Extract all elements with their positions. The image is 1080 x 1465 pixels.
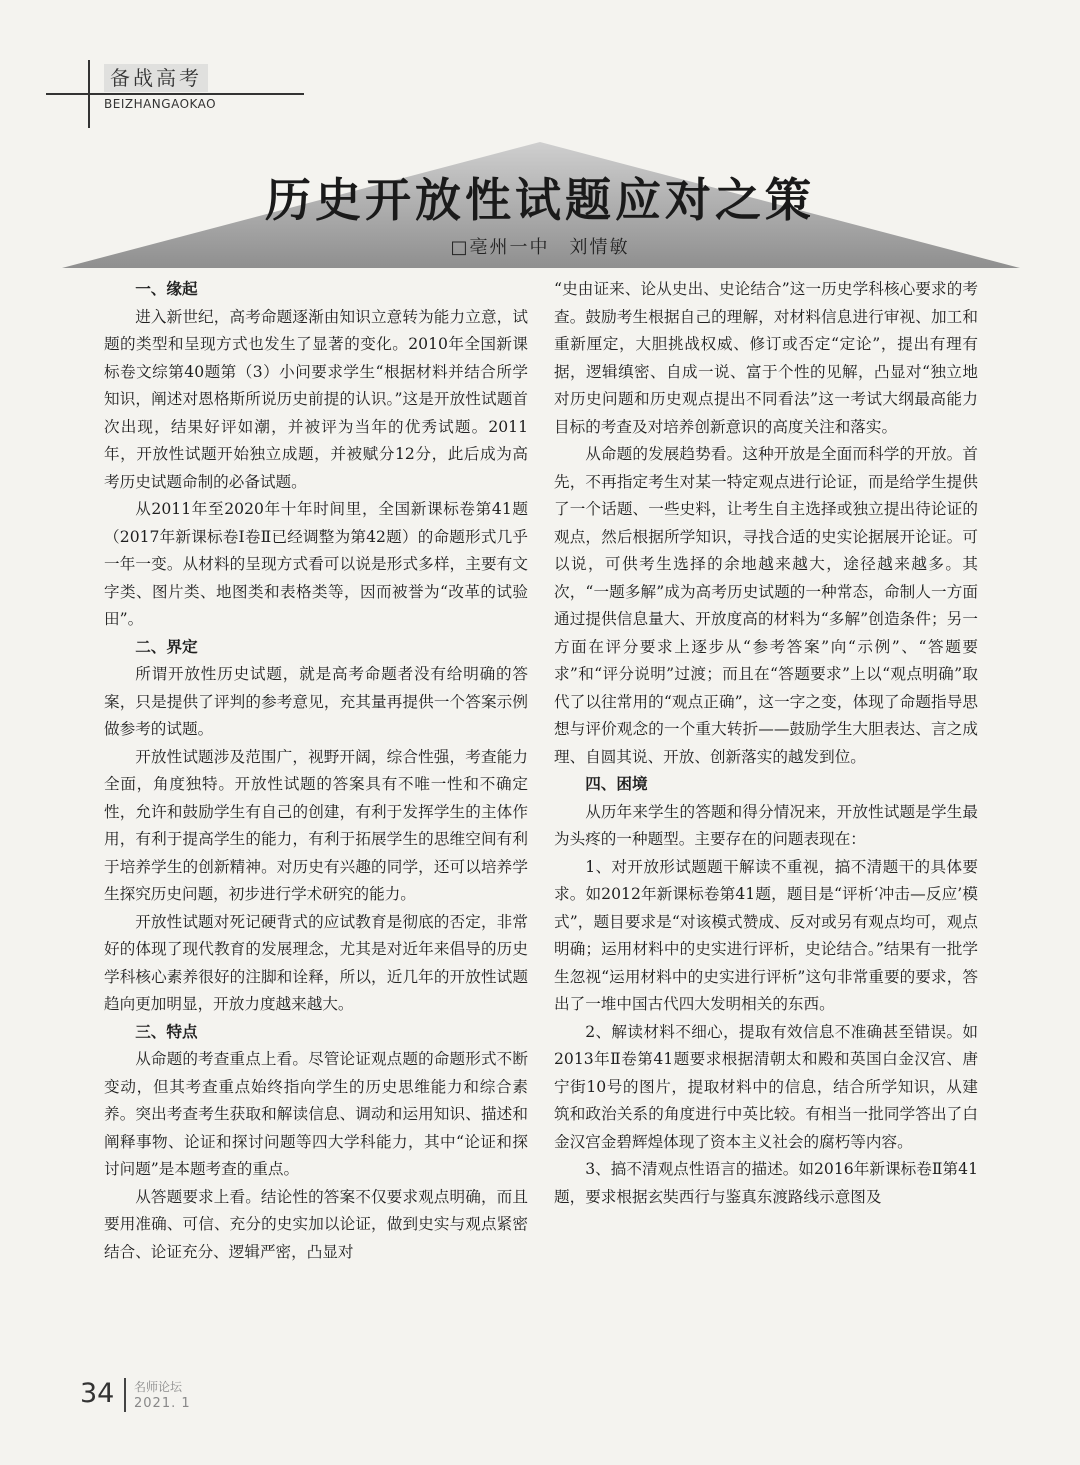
section-heading: 四、困境 bbox=[585, 775, 648, 793]
paragraph: 开放性试题涉及范围广，视野开阔，综合性强，考查能力全面，角度独特。开放性试题的答案具有不唯一性和不确定性，允许和鼓励学生有自己的创建，有利于发挥学生的主体作用，有利于提高学生的能力，有利于拓展学生的思维空间有利于培养学生的创新精神。对历史有兴趣的同学，还可以培养学生探究历史问题，初步进行学术研究的能力。 bbox=[104, 747, 528, 903]
paragraph: 从答题要求上看。结论性的答案不仅要求观点明确，而且要用准确、可信、充分的史实加以论证，做到史实与观点紧密结合、论证充分、逻辑严密，凸显对 bbox=[104, 1187, 528, 1261]
paragraph: 从命题的发展趋势看。这种开放是全面而科学的开放。首先，不再指定考生对某一特定观点进行论证，而是给学生提供了一个话题、一些史料，让考生自主选择或独立提出待论证的观点，然后根据所学知识，寻找合适的史实论据展开论证。可以说，可供考生选择的余地越来越大，途径越来越多。其次，“一题多解”成为高考历史试题的一种常态，命制人一方面通过提供信息量大、开放度高的材料为“多解”创造条件；另一方面在评分要求上逐步从“参考答案”向“示例”、“答题要求”和“评分说明”过渡；而且在“答题要求”上以“观点明确”取代了以往常用的“观点正确”，这一字之变，体现了命题指导思想与评价观念的一个重大转折——鼓励学生大胆表达、言之成理、自圆其说、开放、创新落实的越发到位。 bbox=[554, 445, 978, 766]
left-column bbox=[104, 276, 528, 1366]
section-header bbox=[0, 0, 1080, 140]
paragraph: “史由证来、论从史出、史论结合”这一历史学科核心要求的考查。鼓励考生根据自己的理解，对材料信息进行审视、加工和重新厘定，大胆挑战权威、修订或否定“定论”，提出有理有据，逻辑缜密、自成一说、富于个性的见解，凸显对“独立地对历史问题和历史观点提出不同看法”这一考试大纲最高能力目标的考查及对培养创新意识的高度关注和落实。 bbox=[554, 280, 978, 436]
section-heading: 二、界定 bbox=[135, 637, 198, 656]
paragraph: 从历年来学生的答题和得分情况来，开放性试题是学生最为头疼的一种题型。主要存在的问题表现在： bbox=[554, 802, 978, 848]
paragraph: 开放性试题对死记硬背式的应试教育是彻底的否定，非常好的体现了现代教育的发展理念，尤其是对近年来倡导的历史学科核心素养很好的注脚和诠释，所以，近几年的开放性试题趋向更加明显，开放力度越来越大。 bbox=[104, 912, 528, 1013]
article-title: 历史开放性试题应对之策 bbox=[265, 173, 815, 227]
paragraph: 2、解读材料不细心，提取有效信息不准确甚至错误。如2013年Ⅱ卷第41题要求根据清朝太和殿和英国白金汉宫、唐宁街10号的图片，提取材料中的信息，结合所学知识，从建筑和政治关系的角度进行中英比较。有相当一批同学答出了白金汉宫金碧辉煌体现了资本主义社会的腐朽等内容。 bbox=[554, 1022, 978, 1151]
paragraph: 进入新世纪，高考命题逐渐由知识立意转为能力立意，试题的类型和呈现方式也发生了显著的变化。2010年全国新课标卷文综第40题第（3）小问要求学生“根据材料并结合所学知识，阐述对恩格斯所说历史前提的认识。”这是开放性试题首次出现，结果好评如潮，并被评为当年的优秀试题。2011年，开放性试题开始独立成题，并被赋分12分，此后成为高考历史试题命制的必备试题。 bbox=[104, 307, 528, 491]
section-heading: 三、特点 bbox=[135, 1022, 198, 1041]
section-pinyin: BEIZHANGAOKAO bbox=[104, 97, 217, 111]
paragraph: 1、对开放形试题题干解读不重视，搞不清题干的具体要求。如2012年新课标卷第41题，题目是“评析‘冲击—反应’模式”，题目要求是“对该模式赞成、反对或另有观点均可，观点明确；运用材料中的史实进行评析，史论结合。”结果有一批学生忽视“运用材料中的史实进行评析”这句非常重要的要求，答出了一堆中国古代四大发明相关的东西。 bbox=[554, 857, 978, 1013]
page-footer bbox=[0, 1370, 1080, 1430]
paragraph: 从命题的考查重点上看。尽管论证观点题的命题形式不断变动，但其考查重点始终指向学生的历史思维能力和综合素养。突出考查考生获取和解读信息、调动和运用知识、描述和阐释事物、论证和探讨问题等四大学科能力，其中“论证和探讨问题”是本题考查的重点。 bbox=[104, 1050, 528, 1178]
section-label: 备战高考 bbox=[104, 64, 208, 92]
page-number: 34 bbox=[80, 1378, 115, 1409]
footer-rule bbox=[124, 1378, 126, 1412]
paragraph: 所谓开放性历史试题，就是高考命题者没有给明确的答案，只是提供了评判的参考意见，充其量再提供一个答案示例做参考的试题。 bbox=[104, 665, 528, 738]
header-horizontal-rule bbox=[46, 93, 304, 95]
paragraph: 3、搞不清观点性语言的描述。如2016年新课标卷Ⅱ第41题，要求根据玄奘西行与鉴真东渡路线示意图及 bbox=[554, 1160, 978, 1206]
title-banner bbox=[0, 140, 1080, 270]
section-heading: 一、缘起 bbox=[135, 280, 198, 298]
article-byline: □亳州一中 刘情敏 bbox=[450, 237, 630, 258]
right-column bbox=[554, 276, 978, 1366]
magazine-name: 名师论坛 bbox=[134, 1380, 183, 1394]
paragraph: 从2011年至2020年十年时间里，全国新课标卷第41题（2017年新课标卷Ⅰ卷Ⅱ已经调整为第42题）的命题形式几乎一年一变。从材料的呈现方式看可以说是形式多样，主要有文字类、图片类、地图类和表格类等，因而被誉为“改革的试验田”。 bbox=[104, 500, 528, 628]
issue-date: 2021. 1 bbox=[134, 1396, 191, 1411]
